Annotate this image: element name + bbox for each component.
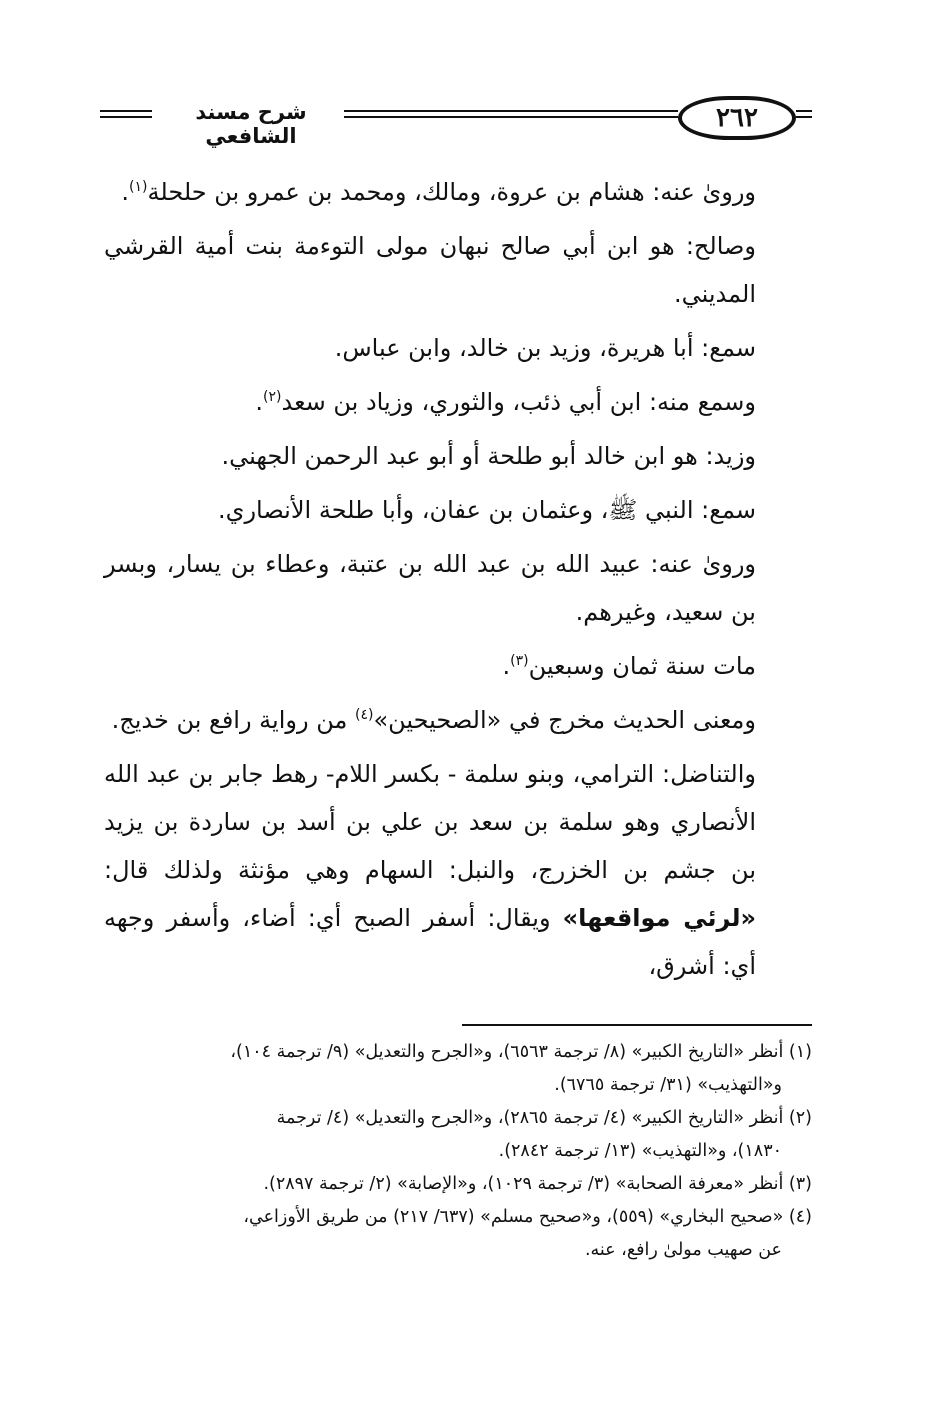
footnote-4-cont: عن صهيب مولىٰ رافع، عنه. — [584, 1240, 782, 1260]
footnote-ref: (٤) — [354, 707, 374, 723]
header-rule-left-bottom — [100, 116, 152, 118]
page-number: ٢٦٢ — [716, 103, 758, 133]
header-rule-right-bottom — [796, 116, 812, 118]
footnote-ref: (١) — [129, 179, 148, 195]
page-header — [100, 92, 812, 148]
paragraph: والتناضل: الترامي، وبنو سلمة - بكسر اللام- رهط جابر بن عبد الله الأنصاري وهو سلمة بن سعد بن علي بن أسد بن ساردة بن يزيد بن جشم بن الخزرج، والنبل: السهام وهي مؤنثة ولذلك قال: «لرئي مواقعها» ويقال: أسفر الصبح أي: أضاء، وأسفر وجهه أي: أشرق، — [104, 760, 756, 980]
footnote-1: (١) أنظر «التاريخ الكبير» (٨/ ترجمة ٦٥٦٣)، و«الجرح والتعديل» (٩/ ترجمة ١٠٤)، — [230, 1042, 812, 1062]
running-title: شرح مسند الشافعي — [195, 100, 307, 148]
paragraph: وصالح: هو ابن أبي صالح نبهان مولى التوءمة بنت أمية القرشي المديني. — [104, 232, 756, 308]
footnote-separator — [462, 1024, 812, 1026]
paragraph: ومعنى الحديث مخرج في «الصحيحين»$^{(٤)}$ من رواية رافع بن خديج. — [111, 706, 756, 734]
paragraph: وزيد: هو ابن خالد أبو طلحة أو أبو عبد الرحمن الجهني. — [221, 442, 756, 470]
header-rule-left-top — [100, 110, 152, 112]
paragraph: وسمع منه: ابن أبي ذئب، والثوري، وزياد بن سعد$^{(٢)}$. — [255, 388, 756, 416]
footnote-ref: (٢) — [263, 389, 282, 405]
main-text — [104, 168, 812, 996]
footnote-2-cont: ١٨٣٠)، و«التهذيب» (١٣/ ترجمة ٢٨٤٢). — [498, 1141, 782, 1161]
paragraph: وروىٰ عنه: هشام بن عروة، ومالك، ومحمد بن عمرو بن حلحلة$^{(١)}$. — [121, 178, 756, 206]
paragraph: مات سنة ثمان وسبعين$^{(٣)}$. — [502, 652, 756, 680]
paragraph: سمع: النبي ﷺ، وعثمان بن عفان، وأبا طلحة الأنصاري. — [218, 496, 756, 524]
footnote-ref: (٣) — [510, 653, 529, 669]
footnote-1-cont: و«التهذيب» (٣١/ ترجمة ٦٧٦٥). — [554, 1075, 782, 1095]
header-rule-middle-top — [344, 110, 678, 112]
paragraph: سمع: أبا هريرة، وزيد بن خالد، وابن عباس. — [334, 334, 756, 362]
header-rule-right-top — [796, 110, 812, 112]
footnote-3: (٣) أنظر «معرفة الصحابة» (٣/ ترجمة ١٠٢٩)، و«الإصابة» (٢/ ترجمة ٢٨٩٧). — [263, 1174, 812, 1194]
header-rule-middle-bottom — [344, 116, 678, 118]
quoted-phrase: «لرئي مواقعها» — [562, 904, 756, 932]
footnotes — [104, 1036, 812, 1267]
paragraph: وروىٰ عنه: عبيد الله بن عبد الله بن عتبة، وعطاء بن يسار، وبسر بن سعيد، وغيرهم. — [104, 550, 756, 626]
page-number-badge — [678, 96, 796, 140]
footnote-2: (٢) أنظر «التاريخ الكبير» (٤/ ترجمة ٢٨٦٥)، و«الجرح والتعديل» (٤/ ترجمة — [276, 1108, 812, 1128]
footnote-4: (٤) «صحيح البخاري» (٥٥٩)، و«صحيح مسلم» (٦٣٧/ ٢١٧) من طريق الأوزاعي، — [243, 1207, 812, 1227]
